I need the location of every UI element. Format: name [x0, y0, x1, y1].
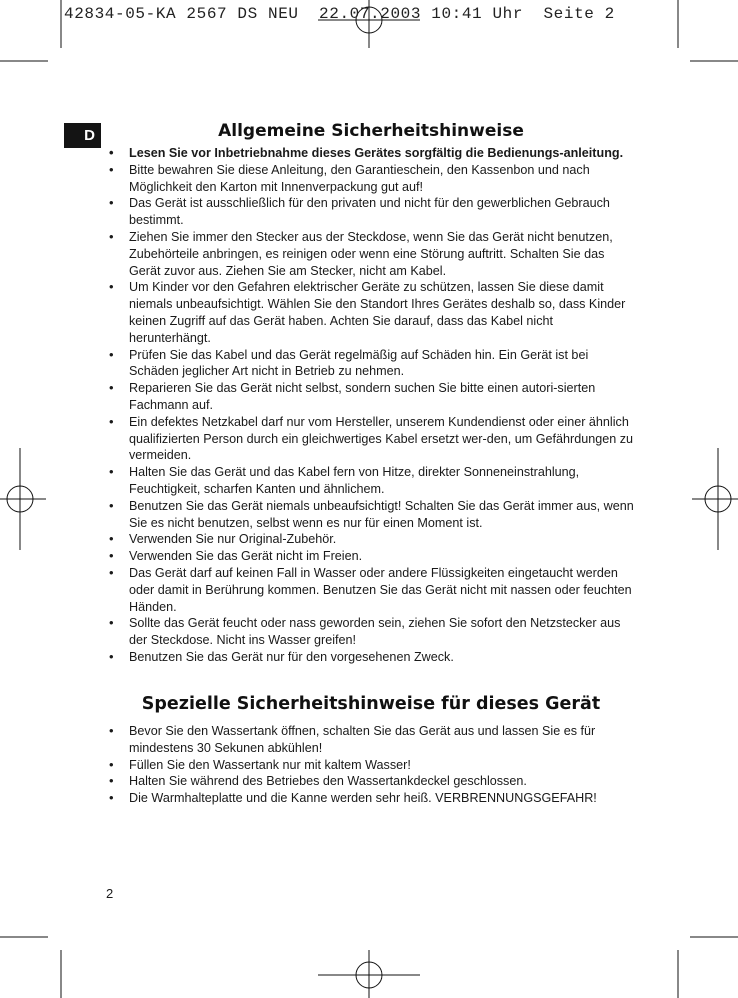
print-slug-header: 42834-05-KA 2567 DS NEU 22.07.2003 10:41 Uhr Seite 2: [64, 5, 615, 23]
list-item: • Bitte bewahren Sie diese Anleitung, den Garantieschein, den Kassenbon und nach Möglichkeit den Karton mit Innenverpackung gut auf!: [106, 162, 638, 196]
general-safety-list: [106, 145, 638, 666]
list-item: • Verwenden Sie das Gerät nicht im Freien.: [106, 548, 638, 565]
list-item: • Reparieren Sie das Gerät nicht selbst, sondern suchen Sie bitte einen autori-sierten Fachmann auf.: [106, 380, 638, 414]
list-item: • Füllen Sie den Wassertank nur mit kaltem Wasser!: [106, 757, 638, 774]
list-item: • Sollte das Gerät feucht oder nass geworden sein, ziehen Sie sofort den Netzstecker aus der Steckdose. Nicht ins Wasser greifen!: [106, 615, 638, 649]
list-item: • Ein defektes Netzkabel darf nur vom Hersteller, unserem Kundendienst oder einer ähnlich qualifizierten Person durch ein gleichwertiges Kabel ersetzt wer-den, um Gefährdungen zu vermeiden.: [106, 414, 638, 464]
list-item: • Um Kinder vor den Gefahren elektrischer Geräte zu schützen, lassen Sie diese damit niemals unbeaufsichtigt. Wählen Sie den Standort Ihres Gerätes deshalb so, dass Kinder keinen Zugriff auf das Gerät haben. Achten Sie darauf, dass das Kabel nicht herunterhängt.: [106, 279, 638, 346]
list-item: • Halten Sie das Gerät und das Kabel fern von Hitze, direkter Sonneneinstrahlung, Feuchtigkeit, scharfen Kanten und ähnlichem.: [106, 464, 638, 498]
list-item: • Das Gerät ist ausschließlich für den privaten und nicht für den gewerblichen Gebrauch bestimmt.: [106, 195, 638, 229]
section-specific-heading: Spezielle Sicherheitshinweise für dieses Gerät: [141, 694, 601, 714]
list-item: • Verwenden Sie nur Original-Zubehör.: [106, 531, 638, 548]
list-item: • Benutzen Sie das Gerät nur für den vorgesehenen Zweck.: [106, 649, 638, 666]
list-item: • Ziehen Sie immer den Stecker aus der Steckdose, wenn Sie das Gerät nicht benutzen, Zubehörteile anbringen, es reinigen oder wenn eine Störung auftritt. Schalten Sie das Gerät zuvor aus. Ziehen Sie am Stecker, nicht am Kabel.: [106, 229, 638, 279]
list-item: • Prüfen Sie das Kabel und das Gerät regelmäßig auf Schäden hin. Ein Gerät ist bei Schäden jeglicher Art nicht in Betrieb zu nehmen.: [106, 347, 638, 381]
list-item: • Das Gerät darf auf keinen Fall in Wasser oder andere Flüssigkeiten eingetaucht werden oder damit in Berührung kommen. Benutzen Sie das Gerät nicht mit nassen oder feuchten Händen.: [106, 565, 638, 615]
specific-safety-list: [106, 723, 638, 807]
section-general-heading: Allgemeine Sicherheitshinweise: [218, 121, 524, 141]
list-item: • Die Warmhalteplatte und die Kanne werden sehr heiß. VERBRENNUNGSGEFAHR!: [106, 790, 638, 807]
list-item: • Lesen Sie vor Inbetriebnahme dieses Gerätes sorgfältig die Bedienungs-anleitung.: [106, 145, 638, 162]
list-item: • Benutzen Sie das Gerät niemals unbeaufsichtigt! Schalten Sie das Gerät immer aus, wenn Sie es nicht benutzen, selbst wenn es nur für einen Moment ist.: [106, 498, 638, 532]
list-item: • Bevor Sie den Wassertank öffnen, schalten Sie das Gerät aus und lassen Sie es für mindestens 30 Sekunen abkühlen!: [106, 723, 638, 757]
list-item: • Halten Sie während des Betriebes den Wassertankdeckel geschlossen.: [106, 773, 638, 790]
language-tab: D: [64, 123, 101, 148]
page-number: 2: [106, 886, 114, 901]
